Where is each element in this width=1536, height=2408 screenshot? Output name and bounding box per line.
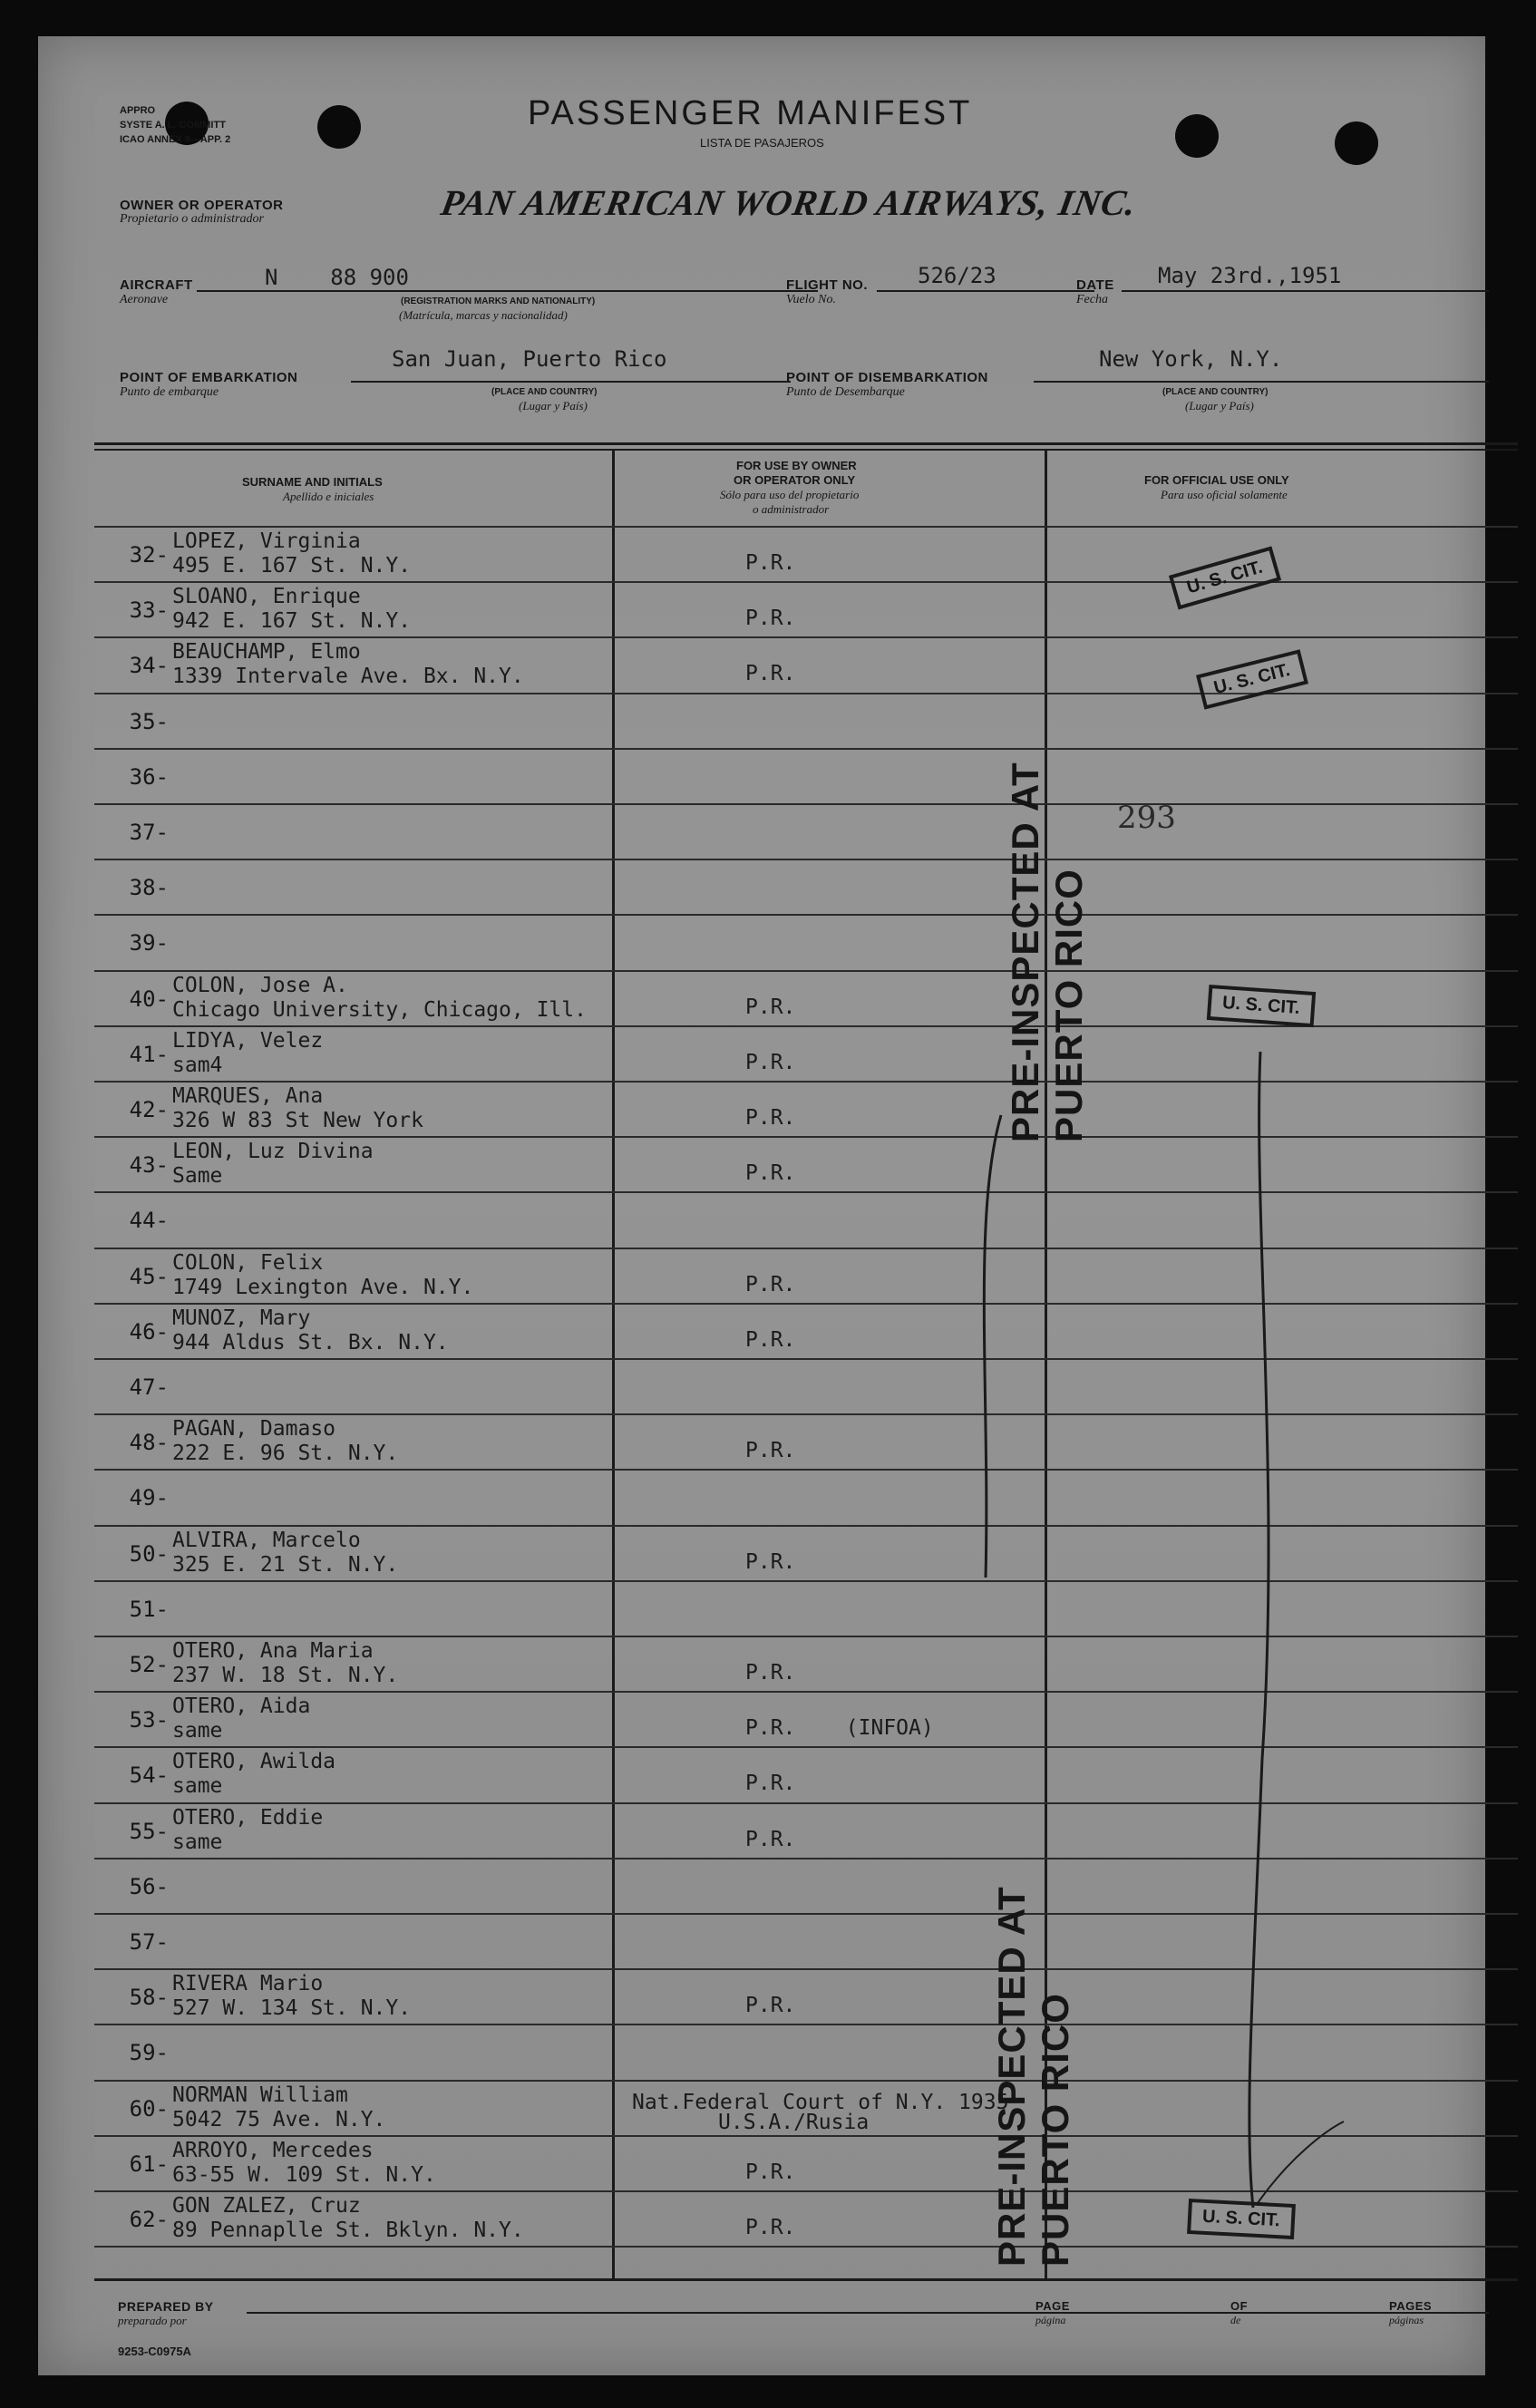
row-number: 38-: [129, 875, 169, 900]
flight-label-es: Vuelo No.: [786, 293, 836, 306]
approval-line-2: SYSTE A. L. COMMITT: [120, 120, 226, 131]
row-number: 49-: [129, 1485, 169, 1510]
row-number: 60-: [129, 2096, 169, 2122]
norman-note-line-1: Nat.Federal Court of N.Y. 1935: [632, 2091, 1009, 2114]
operator-note: P.R.: [745, 1106, 796, 1130]
owner-value: PAN AMERICAN WORLD AIRWAYS, INC.: [438, 182, 1141, 223]
operator-note: P.R.: [745, 1828, 796, 1851]
manifest-sheet: [38, 36, 1485, 2375]
row-number: 57-: [129, 1929, 169, 1955]
passenger-address: 63-55 W. 109 St. N.Y.: [172, 2163, 436, 2187]
passenger-name: PAGAN, Damaso: [172, 1417, 336, 1441]
operator-note: P.R.: [745, 995, 796, 1019]
passenger-name: LOPEZ, Virginia: [172, 529, 361, 553]
col-header-surname: SURNAME AND INITIALS: [242, 475, 383, 489]
us-cit-stamp: U. S. CIT.: [1196, 649, 1308, 709]
disembark-label-es: Punto de Desembarque: [786, 385, 905, 399]
passenger-name: LIDYA, Velez: [172, 1029, 324, 1053]
disembark-caption: (PLACE AND COUNTRY): [1162, 387, 1269, 397]
date-label-es: Fecha: [1076, 293, 1108, 306]
passenger-address: 325 E. 21 St. N.Y.: [172, 1553, 399, 1577]
operator-note: P.R.: [745, 2216, 796, 2239]
operator-note: P.R.: [745, 1051, 796, 1074]
passenger-address: same: [172, 1774, 223, 1798]
us-cit-stamp: U. S. CIT.: [1187, 2199, 1295, 2239]
aircraft-label: AIRCRAFT: [120, 277, 193, 293]
row-number: 59-: [129, 2040, 169, 2065]
embark-label-es: Punto de embarque: [120, 385, 219, 399]
row-number: 47-: [129, 1374, 169, 1400]
row-number: 42-: [129, 1097, 169, 1122]
page-label: PAGE: [1035, 2299, 1070, 2313]
disembark-label: POINT OF DISEMBARKATION: [786, 370, 988, 385]
approval-line-1: APPRO: [120, 105, 156, 116]
row-number: 44-: [129, 1208, 169, 1233]
operator-note: P.R.: [745, 1161, 796, 1185]
row-number: 32-: [129, 542, 169, 568]
passenger-name: BEAUCHAMP, Elmo: [172, 640, 361, 664]
passenger-address: 5042 75 Ave. N.Y.: [172, 2108, 386, 2131]
passenger-address: 89 Pennaplle St. Bklyn. N.Y.: [172, 2219, 524, 2242]
operator-note: P.R.: [745, 1661, 796, 1685]
pages-label: PAGES: [1389, 2299, 1433, 2313]
page-title: PASSENGER MANIFEST: [528, 94, 973, 132]
col-header-official-es: Para uso oficial solamente: [1161, 488, 1288, 501]
passenger-name: LEON, Luz Divina: [172, 1140, 374, 1163]
passenger-name: NORMAN William: [172, 2083, 348, 2107]
passenger-name: MARQUES, Ana: [172, 1084, 324, 1108]
row-number: 37-: [129, 820, 169, 845]
col-header-surname-es: Apellido e iniciales: [283, 490, 374, 503]
operator-note: P.R.: [745, 1328, 796, 1352]
row-number: 35-: [129, 709, 169, 734]
passenger-address: 237 W. 18 St. N.Y.: [172, 1664, 399, 1687]
passenger-address: 944 Aldus St. Bx. N.Y.: [172, 1331, 449, 1354]
operator-note: P.R.: [745, 1273, 796, 1296]
aircraft-caption-es: (Matrícula, marcas y nacionalidad): [399, 308, 568, 322]
row-number: 54-: [129, 1762, 169, 1788]
aircraft-caption: (REGISTRATION MARKS AND NATIONALITY): [401, 296, 596, 306]
pre-inspected-stamp: PRE-INSPECTED AT PUERTO RICO: [990, 1886, 1076, 2267]
row-number: 55-: [129, 1819, 169, 1844]
embark-label: POINT OF EMBARKATION: [120, 370, 298, 385]
owner-label: OWNER OR OPERATOR: [120, 198, 284, 213]
operator-note: P.R. (INFOA): [745, 1716, 934, 1740]
passenger-address: 1339 Intervale Ave. Bx. N.Y.: [172, 665, 524, 688]
row-number: 48-: [129, 1430, 169, 1455]
row-number: 53-: [129, 1707, 169, 1733]
row-number: 52-: [129, 1652, 169, 1677]
passenger-name: OTERO, Awilda: [172, 1750, 336, 1773]
disembark-value: New York, N.Y.: [1099, 346, 1283, 372]
pages-label-es: páginas: [1389, 2314, 1424, 2326]
row-number: 36-: [129, 764, 169, 790]
row-number: 33-: [129, 597, 169, 623]
row-number: 50-: [129, 1541, 169, 1567]
passenger-address: 1749 Lexington Ave. N.Y.: [172, 1276, 474, 1299]
ink-line-stroke: [38, 36, 1485, 2375]
row-number: 56-: [129, 1874, 169, 1899]
passenger-name: GON ZALEZ, Cruz: [172, 2194, 361, 2218]
row-number: 61-: [129, 2151, 169, 2177]
flight-label: FLIGHT NO.: [786, 277, 868, 293]
row-number: 34-: [129, 653, 169, 678]
row-number: 41-: [129, 1042, 169, 1067]
passenger-address: 326 W 83 St New York: [172, 1109, 423, 1132]
aircraft-label-es: Aeronave: [120, 293, 169, 306]
official-number: 293: [1117, 800, 1176, 836]
row-number: 39-: [129, 930, 169, 956]
owner-label-es: Propietario o administrador: [120, 212, 264, 226]
col-header-official: FOR OFFICIAL USE ONLY: [1144, 473, 1289, 487]
row-number: 46-: [129, 1319, 169, 1345]
row-number: 51-: [129, 1597, 169, 1622]
passenger-address: same: [172, 1830, 223, 1854]
pre-inspected-stamp: PRE-INSPECTED AT PUERTO RICO: [1004, 762, 1090, 1142]
passenger-name: COLON, Jose A.: [172, 974, 348, 997]
passenger-name: MUNOZ, Mary: [172, 1306, 311, 1330]
col-header-owner-es-1: Sólo para uso del propietario: [720, 488, 860, 501]
operator-note: P.R.: [745, 662, 796, 685]
row-number: 62-: [129, 2207, 169, 2232]
passenger-name: OTERO, Aida: [172, 1694, 311, 1718]
passenger-name: SLOANO, Enrique: [172, 585, 361, 608]
form-code: 9253-C0975A: [118, 2345, 191, 2358]
operator-note: P.R.: [745, 2160, 796, 2184]
date-value: May 23rd.,1951: [1158, 263, 1342, 288]
col-header-owner-es-2: o administrador: [753, 502, 830, 516]
us-cit-stamp: U. S. CIT.: [1207, 985, 1316, 1027]
page-label-es: página: [1035, 2314, 1066, 2326]
prepared-rule: [247, 2312, 1489, 2314]
operator-note: P.R.: [745, 607, 796, 630]
operator-note: P.R.: [745, 1994, 796, 2017]
row-number: 43-: [129, 1152, 169, 1178]
col-header-owner-2: OR OPERATOR ONLY: [734, 473, 856, 487]
prepared-label: PREPARED BY: [118, 2299, 214, 2314]
flight-value: 526/23: [918, 263, 996, 288]
operator-note: P.R.: [745, 551, 796, 575]
operator-note: P.R.: [745, 1550, 796, 1574]
passenger-name: OTERO, Eddie: [172, 1806, 324, 1830]
row-number: 58-: [129, 1985, 169, 2010]
col-header-owner-1: FOR USE BY OWNER: [736, 459, 857, 472]
row-number: 45-: [129, 1264, 169, 1289]
embark-caption-es: (Lugar y País): [519, 399, 588, 413]
date-label: DATE: [1076, 277, 1114, 293]
row-number: 40-: [129, 986, 169, 1012]
page-title-es: LISTA DE PASAJEROS: [700, 136, 824, 150]
passenger-name: COLON, Felix: [172, 1251, 324, 1275]
passenger-address: 527 W. 134 St. N.Y.: [172, 1996, 412, 2020]
passenger-name: ALVIRA, Marcelo: [172, 1529, 361, 1552]
disembark-caption-es: (Lugar y País): [1185, 399, 1254, 413]
embark-caption: (PLACE AND COUNTRY): [491, 387, 598, 397]
embark-value: San Juan, Puerto Rico: [392, 346, 667, 372]
passenger-name: ARROYO, Mercedes: [172, 2139, 374, 2162]
of-label: OF: [1230, 2299, 1249, 2313]
passenger-address: Chicago University, Chicago, Ill.: [172, 998, 587, 1022]
prepared-label-es: preparado por: [118, 2314, 187, 2327]
aircraft-value: N 88 900: [265, 265, 409, 290]
passenger-name: OTERO, Ana Maria: [172, 1639, 374, 1663]
operator-note: P.R.: [745, 1439, 796, 1462]
passenger-address: same: [172, 1719, 223, 1743]
of-label-es: de: [1230, 2314, 1241, 2326]
passenger-address: 495 E. 167 St. N.Y.: [172, 554, 412, 578]
passenger-name: RIVERA Mario: [172, 1972, 324, 1995]
us-cit-stamp: U. S. CIT.: [1169, 547, 1281, 610]
approval-line-3: ICAO ANNEX 9—APP. 2: [120, 134, 231, 145]
norman-note-line-2: U.S.A./Rusia: [718, 2111, 870, 2134]
passenger-address: 942 E. 167 St. N.Y.: [172, 609, 412, 633]
operator-note: P.R.: [745, 1772, 796, 1795]
passenger-address: sam4: [172, 1054, 223, 1077]
passenger-address: 222 E. 96 St. N.Y.: [172, 1442, 399, 1465]
passenger-address: Same: [172, 1164, 223, 1188]
